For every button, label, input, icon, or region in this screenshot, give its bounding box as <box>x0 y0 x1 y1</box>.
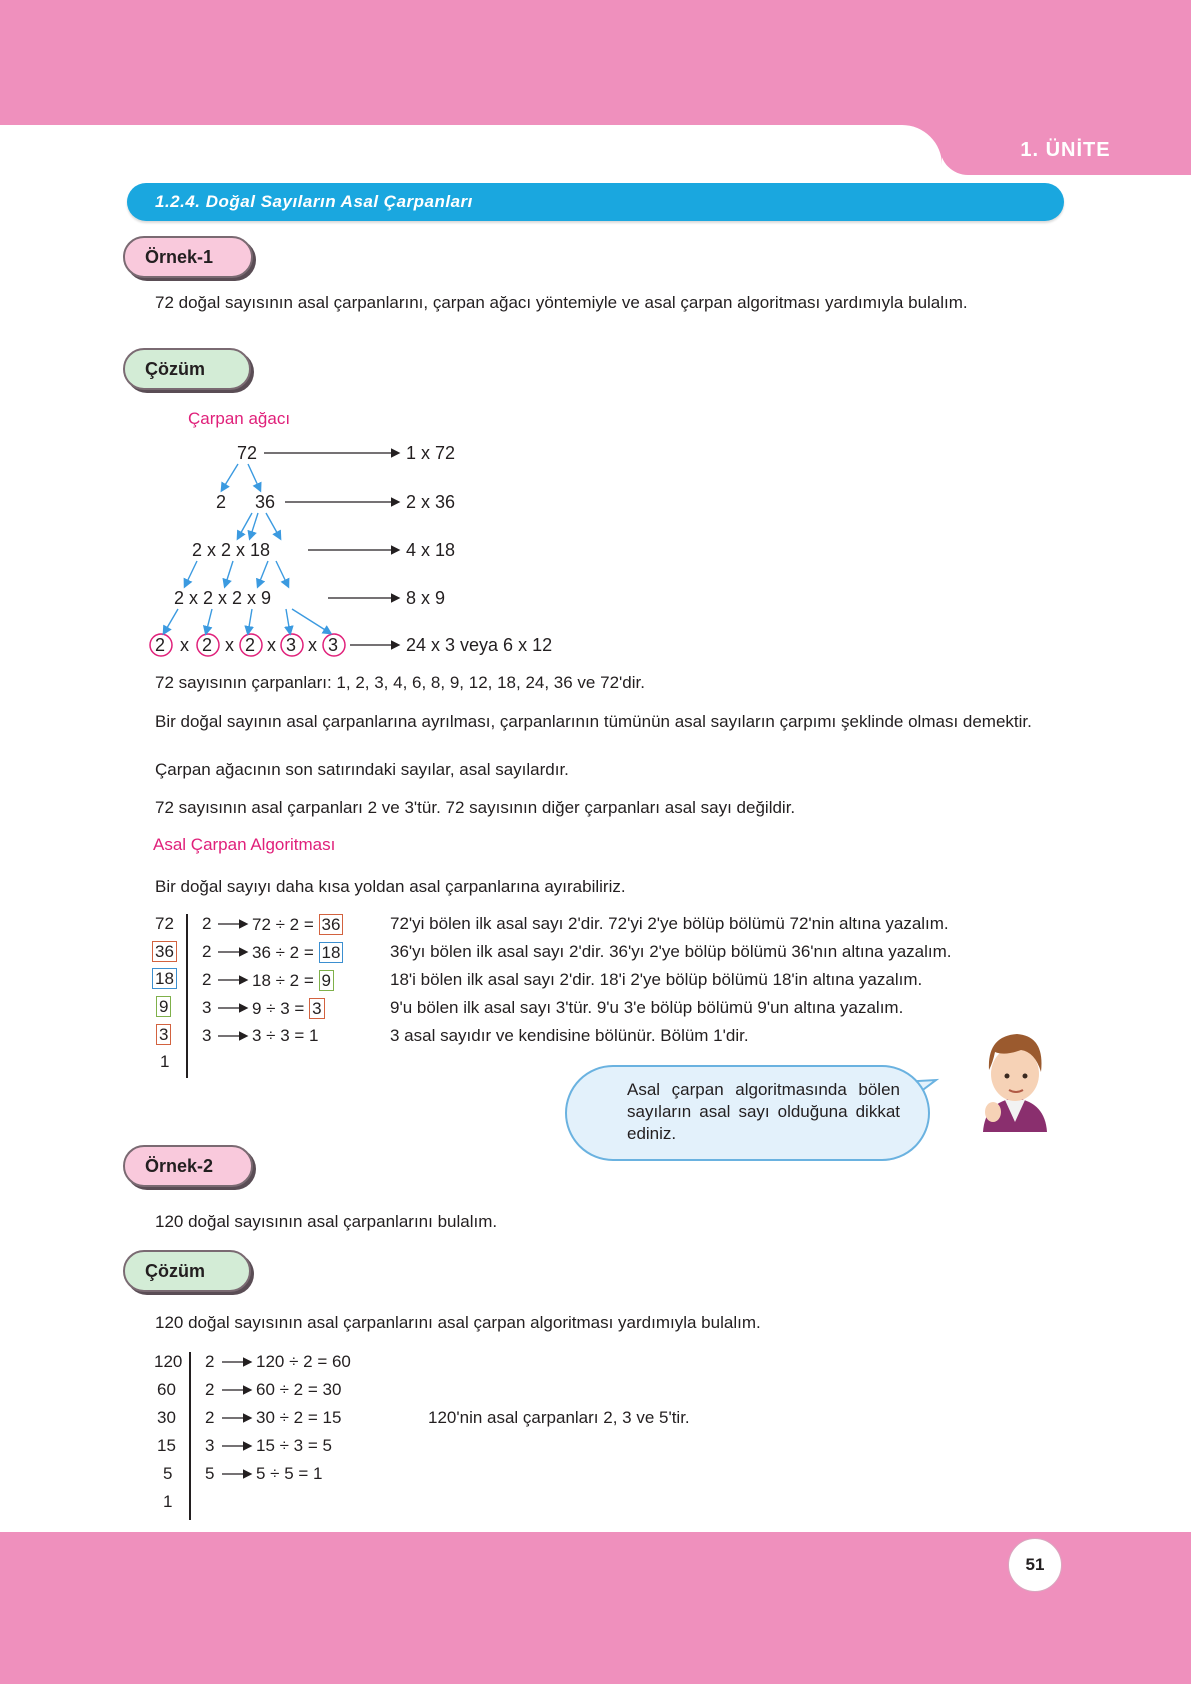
algo-left-4: 3 <box>156 1024 171 1045</box>
example-2-intro: 120 doğal sayısının asal çarpanlarını asal çarpan algoritması yardımıyla bulalım. <box>155 1313 761 1332</box>
algo2-left-2: 30 <box>157 1408 176 1427</box>
unit-label: 1. ÜNİTE <box>940 125 1191 175</box>
tree-row-1-left: 72 <box>237 443 258 463</box>
algo-note-2: 18'i bölen ilk asal sayı 2'dir. 18'i 2'ye bölüp bölümü 18'in altına yazalım. <box>390 970 923 989</box>
algo-divider <box>186 914 188 1078</box>
algorithm-intro: Bir doğal sayıyı daha kısa yoldan asal çarpanlarına ayırabiliriz. <box>155 877 626 896</box>
tree-row-2-right: 2 x 36 <box>406 492 456 512</box>
tree-row-3-right: 4 x 18 <box>406 540 456 560</box>
algo-left-0: 72 <box>155 914 174 933</box>
example-2-solution-label: Çözüm <box>123 1250 251 1292</box>
paragraph-2: Çarpan ağacının son satırındaki sayılar, asal sayılardır. <box>155 760 569 779</box>
algo-op-3: 9 ÷ 3 = 3 <box>252 998 325 1019</box>
svg-text:3: 3 <box>328 635 339 655</box>
factor-tree-heading: Çarpan ağacı <box>188 409 291 428</box>
algo2-op-2: 30 ÷ 2 = 15 <box>256 1408 342 1427</box>
algo-div-3: 3 <box>202 998 212 1017</box>
tree-row-4-left: 2 x 2 x 2 x 9 <box>174 588 272 608</box>
algo2-div-2: 2 <box>205 1408 215 1427</box>
algo2-left-3: 15 <box>157 1436 176 1455</box>
unit-tab-curve <box>880 125 942 175</box>
svg-text:2: 2 <box>155 635 166 655</box>
algo2-op-0: 120 ÷ 2 = 60 <box>256 1352 351 1371</box>
algo2-div-0: 2 <box>205 1352 215 1371</box>
page-number: 51 <box>1008 1538 1062 1592</box>
algo2-left-1: 60 <box>157 1380 176 1399</box>
tree-row-2-left-a: 2 <box>216 492 227 512</box>
paragraph-1: Bir doğal sayının asal çarpanlarına ayrılması, çarpanlarının tümünün asal sayıların çarpımı şeklinde olması demektir. <box>155 712 1032 731</box>
algo-result-0: 36 <box>319 914 344 935</box>
tree-row-4-right: 8 x 9 <box>406 588 446 608</box>
tree-row-1-right: 1 x 72 <box>406 443 456 463</box>
example-2-result: 120'nin asal çarpanları 2, 3 ve 5'tir. <box>428 1408 690 1427</box>
algo2-div-3: 3 <box>205 1436 215 1455</box>
algo-op-2: 18 ÷ 2 = 9 <box>252 970 334 991</box>
algo-result-2: 9 <box>319 970 334 991</box>
factor-tree <box>140 430 600 665</box>
algo-note-4: 3 asal sayıdır ve kendisine bölünür. Bölüm 1'dir. <box>390 1026 749 1045</box>
example-1-solution-label: Çözüm <box>123 348 251 390</box>
algo-div-2: 2 <box>202 970 212 989</box>
algo-note-1: 36'yı bölen ilk asal sayı 2'dir. 36'yı 2'ye bölüp bölümü 36'nın altına yazalım. <box>390 942 952 961</box>
algorithm-heading: Asal Çarpan Algoritması <box>153 835 336 854</box>
algo-left-1: 36 <box>152 941 177 962</box>
algo-result-1: 18 <box>319 942 344 963</box>
svg-text:x: x <box>308 635 317 655</box>
section-title: 1.2.4. Doğal Sayıların Asal Çarpanları <box>127 183 1064 221</box>
svg-text:3: 3 <box>286 635 297 655</box>
algo-op-1: 36 ÷ 2 = 18 <box>252 942 343 963</box>
svg-text:2: 2 <box>202 635 213 655</box>
example-2-label: Örnek-2 <box>123 1145 253 1187</box>
svg-text:x: x <box>267 635 276 655</box>
algo2-arrows <box>218 1350 260 1480</box>
algo-left-3: 9 <box>156 996 171 1017</box>
svg-text:x: x <box>180 635 189 655</box>
algo-result-3: 3 <box>309 998 324 1019</box>
top-band <box>0 0 1191 125</box>
tree-row-5-left <box>150 634 345 656</box>
algo-note-0: 72'yi bölen ilk asal sayı 2'dir. 72'yi 2'ye bölüp bölümü 72'nin altına yazalım. <box>390 914 949 933</box>
algo2-div-4: 5 <box>205 1464 215 1483</box>
algo2-op-3: 15 ÷ 3 = 5 <box>256 1436 332 1455</box>
tree-row-3-left: 2 x 2 x 18 <box>192 540 271 560</box>
algorithm-table-72 <box>148 912 1068 1082</box>
algo-op-0: 72 ÷ 2 = 36 <box>252 914 343 935</box>
algo-div-4: 3 <box>202 1026 212 1045</box>
algorithm-table-120 <box>150 1350 850 1522</box>
tree-row-5-right: 24 x 3 veya 6 x 12 <box>406 635 553 655</box>
algo2-op-4: 5 ÷ 5 = 1 <box>256 1464 323 1483</box>
tip-bubble: Asal çarpan algoritmasında bölen sayıların asal sayı olduğuna dikkat ediniz. <box>565 1065 930 1161</box>
example-1-problem: 72 doğal sayısının asal çarpanlarını, çarpan ağacı yöntemiyle ve asal çarpan algoritması yardımıyla bulalım. <box>155 293 968 312</box>
algo-arrows <box>214 912 256 1042</box>
algo-left-5: 1 <box>160 1052 170 1071</box>
example-1-label: Örnek-1 <box>123 236 253 278</box>
algo2-left-5: 1 <box>163 1492 173 1511</box>
factors-line: 72 sayısının çarpanları: 1, 2, 3, 4, 6, 8, 9, 12, 18, 24, 36 ve 72'dir. <box>155 673 645 692</box>
algo-left-2: 18 <box>152 968 177 989</box>
svg-text:2: 2 <box>245 635 256 655</box>
algo-div-1: 2 <box>202 942 212 961</box>
algo-note-3: 9'u bölen ilk asal sayı 3'tür. 9'u 3'e bölüp bölümü 9'un altına yazalım. <box>390 998 904 1017</box>
boy-illustration-icon <box>975 1022 1055 1132</box>
algo-div-0: 2 <box>202 914 212 933</box>
algo2-left-0: 120 <box>154 1352 183 1371</box>
svg-text:x: x <box>225 635 234 655</box>
example-2-problem: 120 doğal sayısının asal çarpanlarını bulalım. <box>155 1212 498 1231</box>
algo2-op-1: 60 ÷ 2 = 30 <box>256 1380 342 1399</box>
algo-op-4: 3 ÷ 3 = 1 <box>252 1026 319 1045</box>
algo2-left-4: 5 <box>163 1464 173 1483</box>
algo2-divider <box>189 1352 191 1520</box>
algo2-div-1: 2 <box>205 1380 215 1399</box>
paragraph-3: 72 sayısının asal çarpanları 2 ve 3'tür. 72 sayısının diğer çarpanları asal sayı değildir. <box>155 798 796 817</box>
tree-row-2-left-b: 36 <box>255 492 276 512</box>
